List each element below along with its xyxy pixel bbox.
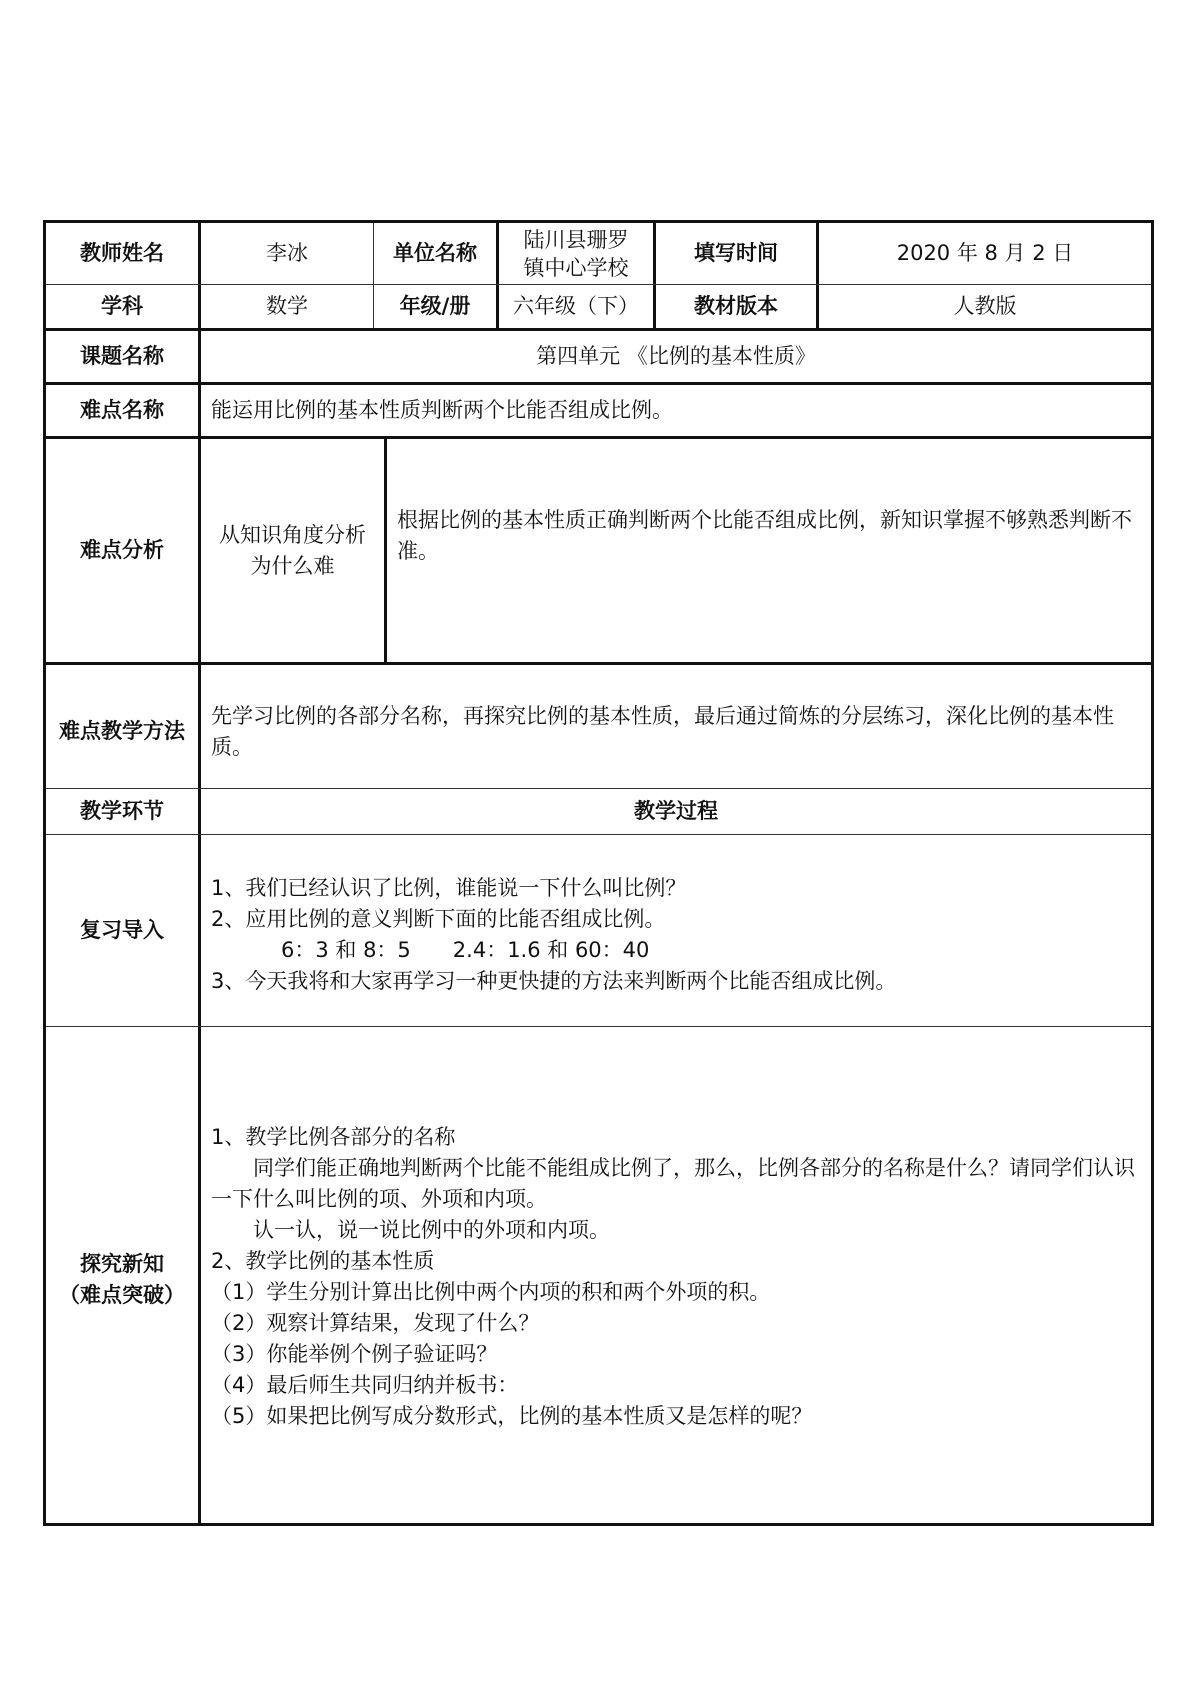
review-line-2: 2、应用比例的意义判断下面的比能否组成比例。: [211, 907, 666, 931]
explore-line-1: 1、教学比例各部分的名称: [211, 1125, 456, 1149]
difficulty-row: [46, 385, 1151, 439]
explore-label-line-2: （难点突破）: [59, 1283, 185, 1307]
review-row: [46, 835, 1151, 1027]
explore-line-5: （1）学生分别计算出比例中两个内项的积和两个外项的积。: [211, 1280, 771, 1304]
difficulty-label: 难点名称: [46, 385, 201, 436]
explore-content: [201, 1027, 1151, 1523]
teacher-name-value: 李冰: [201, 223, 374, 284]
process-header-label: 教学过程: [634, 799, 718, 823]
header-row-2: [46, 285, 1151, 331]
explore-line-8: （4）最后师生共同归纳并板书：: [211, 1373, 519, 1397]
explore-line-3: 认一认，说一说比例中的外项和内项。: [253, 1218, 610, 1242]
analysis-label: 难点分析: [46, 439, 201, 662]
method-value: 先学习比例的各部分名称，再探究比例的基本性质，最后通过简炼的分层练习，深化比例的基本性质。: [211, 703, 1114, 759]
edition-value: 人教版: [953, 294, 1017, 318]
stage-header-label: 教学环节: [46, 789, 201, 834]
fill-time-value: 2020 年 8 月 2 日: [896, 241, 1074, 265]
subject-label: 学科: [46, 285, 201, 328]
teacher-name-label: 教师姓名: [46, 223, 201, 284]
explore-line-9: （5）如果把比例写成分数形式，比例的基本性质又是怎样的呢？: [211, 1404, 813, 1428]
subject-value: 数学: [201, 285, 374, 328]
explore-row: [46, 1027, 1151, 1523]
difficulty-value: 能运用比例的基本性质判断两个比能否组成比例。: [211, 398, 673, 422]
explore-line-4: 2、教学比例的基本性质: [211, 1249, 435, 1273]
topic-row: [46, 331, 1151, 385]
review-line-4: 3、今天我将和大家再学习一种更快捷的方法来判断两个比能否组成比例。: [211, 969, 897, 993]
unit-name-value: 陆川县珊罗镇中心学校: [499, 223, 656, 284]
method-label: 难点教学方法: [46, 665, 201, 788]
edition-label: 教材版本: [656, 285, 819, 328]
review-label: 复习导入: [46, 835, 201, 1026]
explore-label: [46, 1027, 201, 1523]
topic-label: 课题名称: [46, 331, 201, 382]
method-row: [46, 665, 1151, 789]
grade-value: 六年级（下）: [499, 285, 656, 328]
explore-line-7: （3）你能举例个例子验证吗？: [211, 1342, 498, 1366]
analysis-row: [46, 439, 1151, 665]
explore-label-line-1: 探究新知: [80, 1252, 164, 1276]
review-line-3: 6：3 和 8：5 2.4：1.6 和 60：40: [281, 938, 650, 962]
explore-line-6: （2）观察计算结果，发现了什么？: [211, 1311, 540, 1335]
review-line-1: 1、我们已经认识了比例，谁能说一下什么叫比例？: [211, 876, 687, 900]
analysis-sub-label: 从知识角度分析为什么难: [201, 439, 387, 662]
process-header-row: [46, 789, 1151, 835]
fill-time-label: 填写时间: [656, 223, 819, 284]
analysis-value: 根据比例的基本性质正确判断两个比能否组成比例，新知识掌握不够熟悉判断不准。: [397, 507, 1132, 563]
explore-line-2: 同学们能正确地判断两个比能不能组成比例了，那么，比例各部分的名称是什么？请同学们认识一下什么叫比例的项、外项和内项。: [211, 1156, 1135, 1211]
grade-label: 年级/册: [374, 285, 499, 328]
unit-name-label: 单位名称: [374, 223, 499, 284]
topic-value: 第四单元 《比例的基本性质》: [536, 344, 816, 368]
lesson-plan-table: [43, 220, 1154, 1526]
header-row-1: [46, 223, 1151, 285]
review-content: [201, 835, 1151, 1026]
